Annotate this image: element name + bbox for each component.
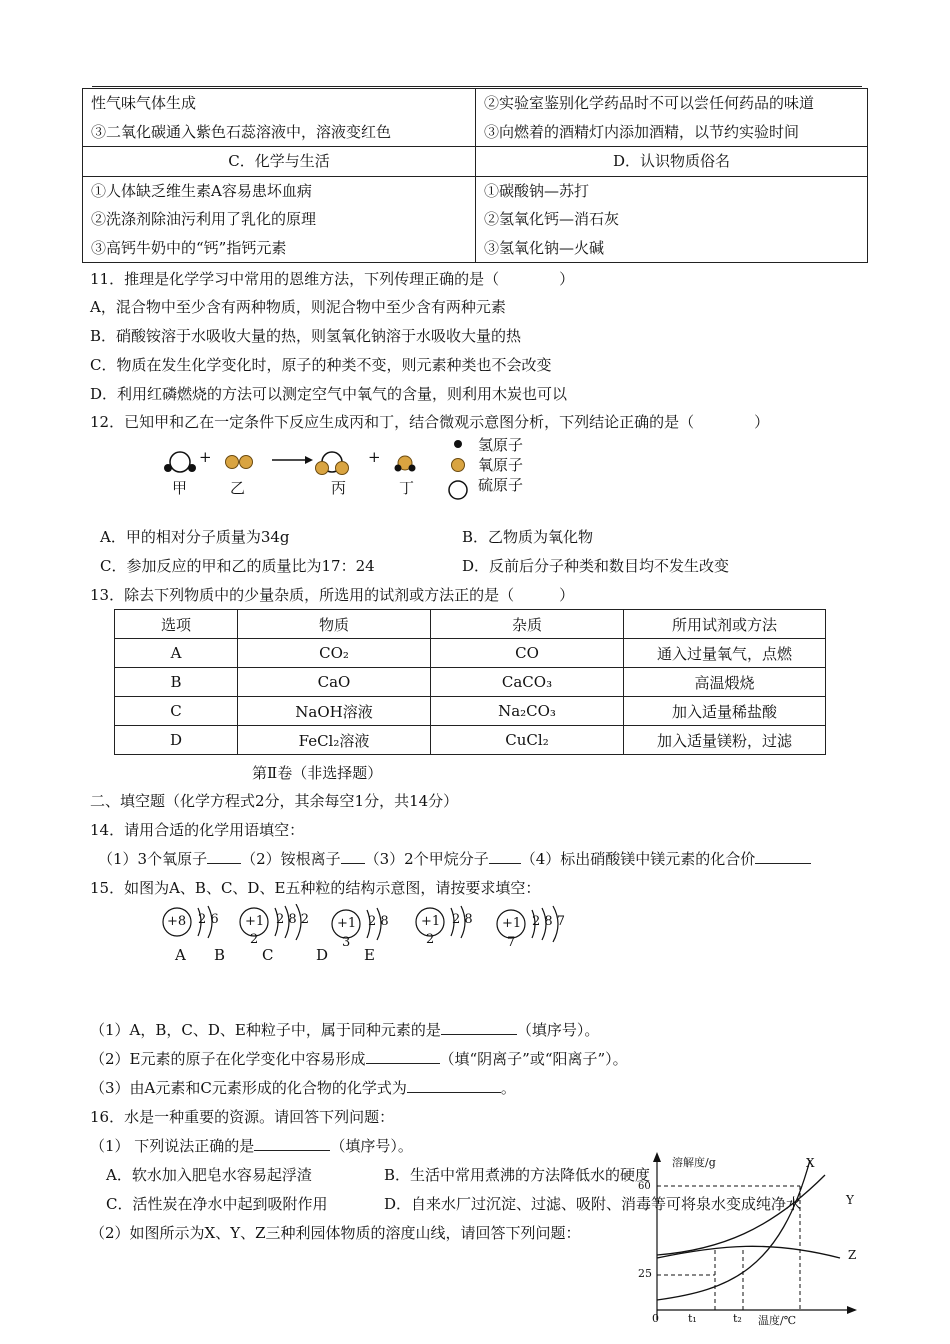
cell-substance: FeCl₂溶液 <box>238 726 431 755</box>
answer-blank[interactable] <box>407 1078 501 1093</box>
q15-part1: （1）A，B，C、D、E种粒子中，属于同种元素的是 （填序号）。 <box>90 1021 600 1039</box>
legend-sulfur: 硫原子 <box>478 476 524 494</box>
shells-a: 2 6 <box>198 912 219 927</box>
cell-option: B <box>115 668 238 697</box>
molecule-yi <box>226 456 253 469</box>
table1-d-item: ②氢氧化钙—消石灰 <box>484 210 620 228</box>
cell-method: 加入适量镁粉，过滤 <box>624 726 826 755</box>
letter-b: B <box>214 946 226 964</box>
chart-ylabel: 溶解度/g <box>672 1156 716 1169</box>
table-row <box>115 639 826 668</box>
shells-d: 2 8 <box>452 912 473 927</box>
th-impurity: 杂质 <box>431 610 624 639</box>
table1-head-d: D．认识物质俗名 <box>476 147 868 177</box>
th-method: 所用试剂或方法 <box>624 610 826 639</box>
below-c: 3 <box>342 935 351 950</box>
nucleus-e: +1 <box>502 916 522 931</box>
part-two-title: 第Ⅱ卷（非选择题） <box>252 764 383 782</box>
impurity-table <box>114 609 826 755</box>
cell-substance: CaO <box>238 668 431 697</box>
answer-blank[interactable] <box>441 1020 517 1035</box>
legend-hydrogen: 氢原子 <box>478 436 524 454</box>
answer-blank[interactable] <box>489 849 521 864</box>
q14-stem: 14．请用合适的化学用语填空： <box>90 821 305 839</box>
cell-method: 加入适量稀盐酸 <box>624 697 826 726</box>
cell-substance: CO₂ <box>238 639 431 668</box>
table1-r2-left: ③二氧化碳通入紫色石蕊溶液中，溶液变红色 <box>91 122 392 141</box>
below-b: 2 <box>250 932 259 947</box>
q12-option-a: A．甲的相对分子质量为34g <box>100 528 290 546</box>
curve-x <box>657 1160 810 1300</box>
molecule-ding <box>395 456 416 472</box>
cell-option: D <box>115 726 238 755</box>
atom-arcs <box>160 904 620 954</box>
q14-part2: （2）铵根离子 <box>241 850 341 868</box>
plus-sign: + <box>368 448 381 466</box>
table1-c-item: ②洗涤剂除油污利用了乳化的原理 <box>91 210 317 228</box>
cell-impurity: Na₂CO₃ <box>431 697 624 726</box>
nucleus-a: +8 <box>167 914 187 929</box>
plus-sign: + <box>199 448 212 466</box>
nucleus-b: +1 <box>245 914 265 929</box>
shells-b: 2 8 2 <box>276 912 310 927</box>
q16-option-b: B．生活中常用煮沸的方法降低水的硬度 <box>384 1166 651 1184</box>
y-axis-arrow <box>653 1152 661 1162</box>
q12-option-b: B．乙物质为氧化物 <box>462 528 594 546</box>
q12-option-d: D．反前后分子种类和数目均不发生改变 <box>462 557 730 575</box>
table-row <box>115 726 826 755</box>
table1-r1-right: ②实验室鉴别化学药品时不可以尝任何药品的味道 <box>484 94 815 112</box>
cell-impurity: CaCO₃ <box>431 668 624 697</box>
cell-option: C <box>115 697 238 726</box>
hydrogen-legend-icon <box>454 440 462 448</box>
legend-oxygen: 氧原子 <box>478 456 524 474</box>
q12-option-c: C．参加反应的甲和乙的质量比为17：24 <box>100 557 375 575</box>
q11-option-a: A，混合物中至少含有两种物质，则泥合物中至少含有两种元素 <box>90 298 506 316</box>
q14-part4: （4）标出硝酸镁中镁元素的化合价 <box>520 850 756 868</box>
q13-stem: 13．除去下列物质中的少量杂质，所选用的试剂或方法正的是（ ） <box>90 586 575 604</box>
table1-c-item: ③高钙牛奶中的“钙”指钙元素 <box>91 238 287 257</box>
table-row <box>115 668 826 697</box>
label-jia: 甲 <box>172 479 188 497</box>
x-tick-t2: t₂ <box>733 1312 742 1325</box>
sulfur-legend-icon <box>449 481 467 499</box>
q15-stem: 15．如图为A、B、C、D、E五种粒的结构示意图，请按要求填空： <box>90 879 541 897</box>
y-tick-60: 60 <box>638 1181 651 1192</box>
below-e: 7 <box>507 935 516 950</box>
q14-part3: （3）2个甲烷分子 <box>364 850 489 868</box>
letter-a: A <box>175 946 186 964</box>
answer-blank[interactable] <box>366 1049 440 1064</box>
x-tick-0: 0 <box>652 1312 659 1325</box>
shells-e: 2 8 7 <box>532 914 566 929</box>
cell-substance: NaOH溶液 <box>238 697 431 726</box>
q11-option-c: C．物质在发生化学变化时，原子的种类不变，则元素种类也不会改变 <box>90 356 552 374</box>
table1-c-item: ①人体缺乏维生素A容易患坏血病 <box>91 181 312 200</box>
q15-part2: （2）E元素的原子在化学变化中容易形成 （填“阴离子”或“阳离子”）。 <box>90 1050 628 1068</box>
table1-r2-right: ③向燃着的酒精灯内添加酒精，以节约实验时间 <box>484 122 800 141</box>
y-tick-25: 25 <box>638 1267 652 1280</box>
table1-d-item: ①碳酸钠—苏打 <box>484 181 590 200</box>
knowledge-table <box>82 88 868 263</box>
letter-e: E <box>364 946 375 964</box>
molecule-jia <box>164 452 196 472</box>
letter-d: D <box>316 946 329 964</box>
x-axis-arrow <box>847 1306 857 1314</box>
q12-stem: 12．已知甲和乙在一定条件下反应生成丙和丁，结合微观示意图分析，下列结论正确的是（ ） <box>90 413 770 431</box>
table-row <box>115 697 826 726</box>
label-bing: 丙 <box>331 479 347 497</box>
q11-option-b: B．硝酸铵溶于水吸收大量的热，则氢氧化钠溶于水吸收大量的热 <box>90 327 522 345</box>
q16-option-c: C．活性炭在净水中起到吸附作用 <box>106 1195 328 1213</box>
x-tick-t1: t₁ <box>688 1312 697 1325</box>
q16-option-a: A．软水加入肥皂水容易起浮渣 <box>106 1166 312 1184</box>
q16-part1: （1） 下列说法正确的是 （填序号）。 <box>90 1137 413 1155</box>
chart-xlabel: 温度/℃ <box>758 1314 797 1327</box>
table1-head-c: C．化学与生活 <box>83 147 476 177</box>
cell-method: 高温煅烧 <box>624 668 826 697</box>
shells-c: 2 8 <box>368 914 389 929</box>
letter-c: C <box>262 946 274 964</box>
cell-option: A <box>115 639 238 668</box>
label-yi: 乙 <box>230 479 246 497</box>
q16-stem: 16．水是一种重要的资源。请回答下列问题： <box>90 1108 395 1126</box>
q11-stem: 11．推理是化学学习中常用的恩维方法，下列传理正确的是（ ） <box>90 270 575 288</box>
series-label-x: X <box>806 1156 815 1170</box>
answer-blank[interactable] <box>341 849 365 864</box>
q14-part1: （1）3个氧原子 <box>98 850 208 868</box>
nucleus-c: +1 <box>337 916 357 931</box>
cell-method: 通入过量氧气，点燃 <box>624 639 826 668</box>
oxygen-legend-icon <box>452 459 465 472</box>
q11-option-d: D．利用红磷燃烧的方法可以测定空气中氧气的含量，则利用木炭也可以 <box>90 385 568 403</box>
answer-blank[interactable] <box>207 849 241 864</box>
header-rule <box>92 86 862 87</box>
table1-d-item: ③氢氧化钠—火碱 <box>484 238 605 257</box>
q15-part3: （3）由A元素和C元素形成的化合物的化学式为 。 <box>90 1079 516 1097</box>
answer-blank[interactable] <box>254 1136 330 1151</box>
series-label-y: Y <box>846 1193 854 1207</box>
th-substance: 物质 <box>238 610 431 639</box>
cell-impurity: CuCl₂ <box>431 726 624 755</box>
below-d: 2 <box>426 932 435 947</box>
answer-blank[interactable] <box>755 849 811 864</box>
label-ding: 丁 <box>399 479 415 497</box>
q16-part2: （2）如图所示为X、Y、Z三种利园体物质的溶度山线，请回答下列问题： <box>90 1224 581 1242</box>
q14-parts <box>98 848 811 869</box>
table1-r1-left: 性气味气体生成 <box>91 94 197 112</box>
molecule-bing <box>316 452 349 475</box>
q16-option-d: D．自来水厂过沉淀、过滤、吸附、消毒等可将泉水变成纯净水 <box>384 1195 802 1213</box>
section-two-title: 二、填空题（化学方程式2分，其余每空1分，共14分） <box>90 792 459 810</box>
th-option: 选项 <box>115 610 238 639</box>
nucleus-d: +1 <box>421 914 441 929</box>
solubility-chart <box>640 1150 865 1340</box>
series-label-z: Z <box>848 1248 857 1262</box>
cell-impurity: CO <box>431 639 624 668</box>
